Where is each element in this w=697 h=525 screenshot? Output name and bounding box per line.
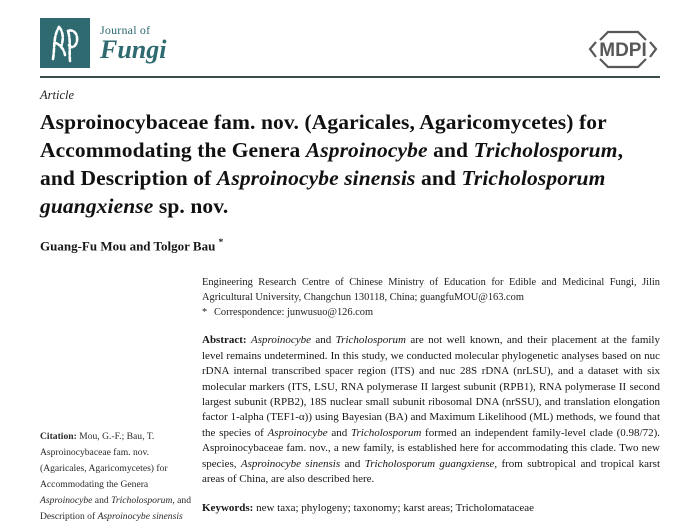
affiliation-text: Engineering Research Centre of Chinese Ministry of Education for Edible and Medicinal Fungi, Jilin Agricultural University, Changchun 130118, China; guangfuMOU@163.com: [202, 277, 660, 304]
journal-title-block: [100, 18, 167, 63]
main-column: [202, 275, 660, 525]
correspondence-asterisk: *: [202, 307, 208, 319]
authors-line: Guang-Fu Mou and Tolgor Bau *: [40, 237, 224, 254]
journal-prefix: Journal of: [100, 23, 151, 37]
correspondence-text: Correspondence: junwusuo@126.com: [214, 307, 374, 319]
article-type-label: Article: [40, 88, 75, 102]
article-title: Asproinocybaceae fam. nov. (Agaricales, Agaricomycetes) for Accommodating the Genera Asproinocybe and Tricholosporum, and Description of Asproinocybe sinensis and Tricholosporum guangxiense sp. nov.: [40, 110, 624, 218]
keywords-line: Keywords: new taxa; phylogeny; taxonomy; karst areas; Tricholomataceae: [202, 502, 535, 515]
abstract-paragraph: Abstract: Asproinocybe and Tricholosporum are not well known, and their placement at the family level remains undetermined. In this study, we conducted molecular phylogenetic analyses based on nuc rDNA internal transcribed spacer region (ITS) and nuc 28S rDNA (nrLSU), and a dataset with six molecular markers (ITS, LSU, RNA polymerase II largest subunit (RPB1), RNA polymerase II second largest subunit (RPB2), 18S nuclear small subunit ribosomal DNA (nrSSU), and translation elongation factor 1-alpha (TEF1-α)) using Bayesian (BA) and Maximum Likelihood (ML) methods, we found that the species of Asproinocybe and Tricholosporum formed an independent family-level clade (0.98/72). Asproinocybaceae fam. nov., a new family, is established here for accommodating this clade. Two new species, Asproinocybe sinensis and Tricholosporum guangxiense, from subtropical and tropical karst areas of China, are also described here.: [202, 334, 661, 485]
mdpi-logo: [586, 18, 660, 75]
body-columns: [40, 275, 660, 525]
left-margin-column: [40, 275, 192, 525]
header-divider: [40, 76, 660, 78]
journal-header: [40, 18, 660, 72]
journal-name: Fungi: [100, 35, 167, 64]
correspondence-line: [202, 305, 660, 320]
mdpi-wordmark: MDPI: [599, 40, 647, 61]
citation-block: Citation: Mou, G.-F.; Bau, T. Asproinocybaceae fam. nov. (Agaricales, Agaricomycetes) for Accommodating the Genera Asproinocybe and Tricholosporum, and Description of Asproinocybe sinensis: [40, 431, 192, 523]
journal-of-fungi-logo: [40, 18, 90, 68]
fungi-illustration-icon: [43, 19, 87, 68]
